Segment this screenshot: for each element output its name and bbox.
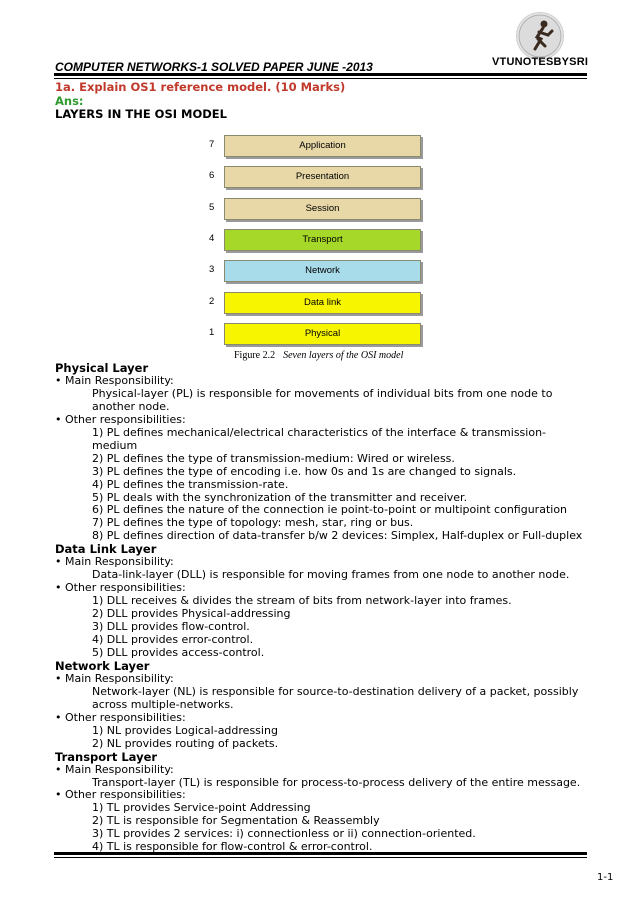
page-number: 1-1 [597, 872, 614, 883]
body-line: 6) PL defines the nature of the connection ie point-to-point or multipoint configuration [92, 503, 568, 517]
body-line: Physical-layer (PL) is responsible for movements of individual bits from one node to [92, 386, 553, 400]
figure-caption-text: Seven layers of the OSI model [283, 350, 404, 361]
body-line: 4) TL is responsible for flow-control & error-control. [92, 840, 373, 854]
header-title: COMPUTER NETWORKS-1 SOLVED PAPER JUNE -2013 [55, 60, 373, 74]
answer-label: Ans: [55, 94, 84, 108]
body-line: Data-link-layer (DLL) is responsible for moving frames from one node to another node. [92, 568, 570, 582]
body-line: 1) NL provides Logical-addressing [92, 723, 278, 737]
footer-rule-thin [54, 857, 587, 858]
body-line: another node. [92, 399, 170, 413]
osi-layer-network: Network [224, 260, 421, 282]
layer-number: 5 [209, 201, 215, 213]
body-line: 2) NL provides routing of packets. [92, 736, 279, 750]
header-rule-thin [54, 78, 587, 79]
bullet-line: • Other responsibilities: [55, 710, 186, 724]
logo-text: VTUNOTESBYSRI [492, 56, 589, 68]
bullet-line: • Other responsibilities: [55, 581, 186, 595]
layer-number: 3 [209, 264, 215, 276]
osi-layer-application: Application [224, 135, 421, 157]
body-line: 5) PL deals with the synchronization of the transmitter and receiver. [92, 490, 468, 504]
body-line: 2) DLL provides Physical-addressing [92, 607, 291, 621]
bullet-line: • Main Responsibility: [55, 762, 174, 776]
section-heading: Network Layer [55, 658, 150, 673]
layer-number: 7 [209, 139, 215, 150]
osi-layer-physical: Physical [224, 323, 421, 345]
osi-layer-data-link: Data link [224, 292, 421, 314]
document-body [55, 362, 585, 854]
body-line: across multiple-networks. [92, 697, 234, 711]
body-line: 4) PL defines the transmission-rate. [92, 477, 289, 491]
osi-layer-transport: Transport [224, 229, 421, 251]
body-line: Transport-layer (TL) is responsible for process-to-process delivery of the entire message. [92, 775, 581, 789]
section-title: LAYERS IN THE OSI MODEL [55, 107, 227, 121]
body-line: 3) TL provides 2 services: i) connectionless or ii) connection-oriented. [92, 827, 476, 841]
body-line: 1) TL provides Service-point Addressing [92, 801, 311, 815]
layer-number: 4 [209, 232, 215, 244]
osi-layer-presentation: Presentation [224, 166, 421, 188]
body-line: 3) DLL provides flow-control. [92, 620, 250, 634]
osi-layer-session: Session [224, 198, 421, 220]
osi-layers-figure [206, 130, 426, 370]
question-heading: 1a. Explain OS1 reference model. (10 Marks) [55, 80, 346, 94]
footer-rule [54, 852, 587, 855]
section-heading: Transport Layer [55, 749, 158, 764]
body-line: 2) PL defines the type of transmission-medium: Wired or wireless. [92, 451, 455, 465]
layer-number: 2 [209, 295, 215, 307]
bullet-line: • Other responsibilities: [55, 412, 186, 426]
figure-caption-label: Figure 2.2 [234, 350, 276, 361]
bullet-line: • Other responsibilities: [55, 788, 186, 802]
bullet-line: • Main Responsibility: [55, 373, 174, 387]
bullet-line: • Main Responsibility: [55, 555, 174, 569]
body-line: 3) PL defines the type of encoding i.e. how 0s and 1s are changed to signals. [92, 464, 517, 478]
body-line: 2) TL is responsible for Segmentation & Reassembly [92, 814, 380, 828]
header-rule [54, 73, 587, 76]
layer-number: 1 [209, 326, 215, 338]
body-line: 8) PL defines direction of data-transfer b/w 2 devices: Simplex, Half-duplex or Full-duplex [92, 529, 583, 543]
bullet-line: • Main Responsibility: [55, 671, 174, 685]
body-line: Network-layer (NL) is responsible for source-to-destination delivery of a packet, possibly [92, 684, 579, 698]
body-line: 1) PL defines mechanical/electrical characteristics of the interface & transmission-medium [92, 425, 547, 452]
body-line: 5) DLL provides access-control. [92, 645, 265, 659]
layer-number: 6 [209, 170, 215, 182]
section-heading: Physical Layer [55, 361, 149, 375]
body-line: 7) PL defines the type of topology: mesh, star, ring or bus. [92, 516, 414, 530]
logo-icon [516, 12, 564, 60]
body-line: 4) DLL provides error-control. [92, 633, 254, 647]
body-line: 1) DLL receives & divides the stream of bits from network-layer into frames. [92, 594, 512, 608]
figure-caption [234, 350, 403, 361]
section-heading: Data Link Layer [55, 542, 157, 557]
